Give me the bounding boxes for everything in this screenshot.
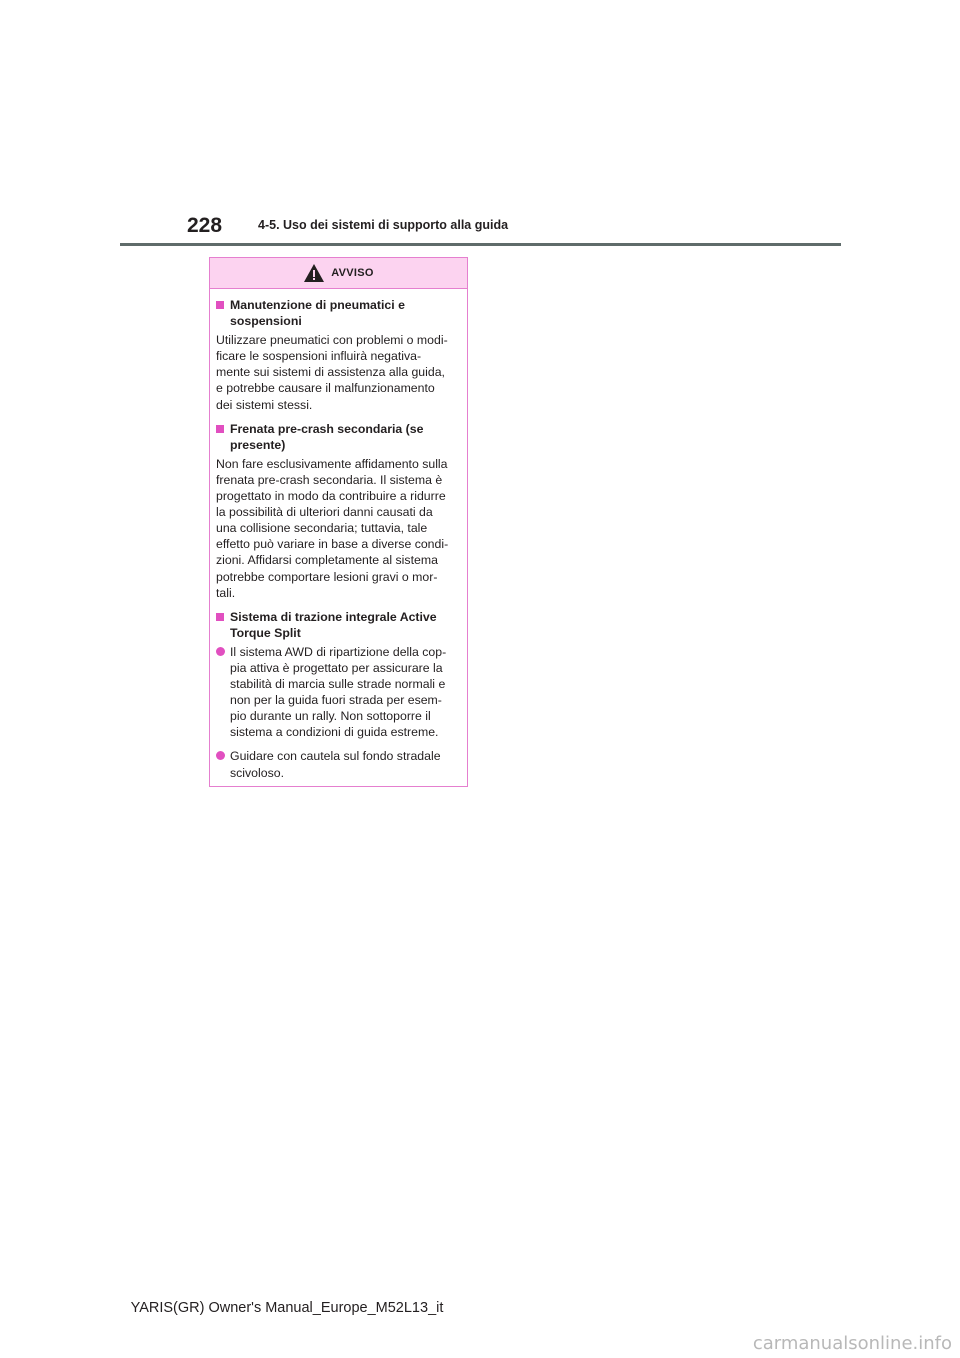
heading-text: presente) — [230, 437, 286, 452]
header-divider — [120, 243, 841, 246]
circle-bullet-icon — [216, 647, 225, 656]
section-title: 4-5. Uso dei sistemi di supporto alla guida — [258, 218, 509, 232]
footer-text: YARIS(GR) Owner's Manual_Europe_M52L13_it — [130, 1300, 444, 1316]
warning-triangle-icon — [303, 263, 325, 283]
square-bullet-icon — [216, 301, 224, 309]
list-item — [216, 748, 461, 780]
warning-box — [209, 257, 468, 787]
heading-text: Sistema di trazione integrale Active — [230, 609, 437, 624]
section-heading-tires — [216, 297, 461, 329]
warning-title: AVVISO — [331, 267, 374, 279]
heading-text: Frenata pre-crash secondaria (se — [230, 421, 424, 436]
section-heading-precrash — [216, 421, 461, 453]
square-bullet-icon — [216, 613, 224, 621]
circle-bullet-icon — [216, 751, 225, 760]
heading-text: sospensioni — [230, 314, 302, 329]
page-number: 228 — [187, 214, 223, 237]
square-bullet-icon — [216, 425, 224, 433]
warning-body — [210, 289, 467, 781]
list-item — [216, 644, 461, 741]
warning-header — [210, 258, 467, 289]
bullet-text: Il sistema AWD di ripartizione della cop- pia attiva è progettato per assicurare la stabilità di marcia sulle strade normali e non per la guida fuori strada per esem- pio durante un rally. Non sottoporre il sistema a condizioni di guida estreme. — [230, 644, 447, 740]
section-text-precrash: Non fare esclusivamente affidamento sulla frenata pre-crash secondaria. Il sistema è progettato in modo da contribuire a ridurre la possibilità di ulteriori danni causati da una collisione secondaria; tuttavia, tale effetto può variare in base a diverse condi- zioni. Affidarsi completamente al sistema potrebbe comportare lesioni gravi o mor- tali. — [216, 456, 449, 600]
bullet-text: Guidare con cautela sul fondo stradale scivoloso. — [230, 749, 441, 780]
heading-text: Torque Split — [230, 625, 301, 640]
section-heading-awd — [216, 609, 461, 641]
watermark: carmanualsonline.info — [752, 1333, 952, 1354]
heading-text: Manutenzione di pneumatici e — [230, 298, 405, 312]
section-text-tires: Utilizzare pneumatici con problemi o modi- ficare le sospensioni influirà negativa- mente sui sistemi di assistenza alla guida, e potrebbe causare il malfunzionamento dei sistemi stessi. — [216, 333, 448, 412]
footer — [0, 1300, 960, 1316]
